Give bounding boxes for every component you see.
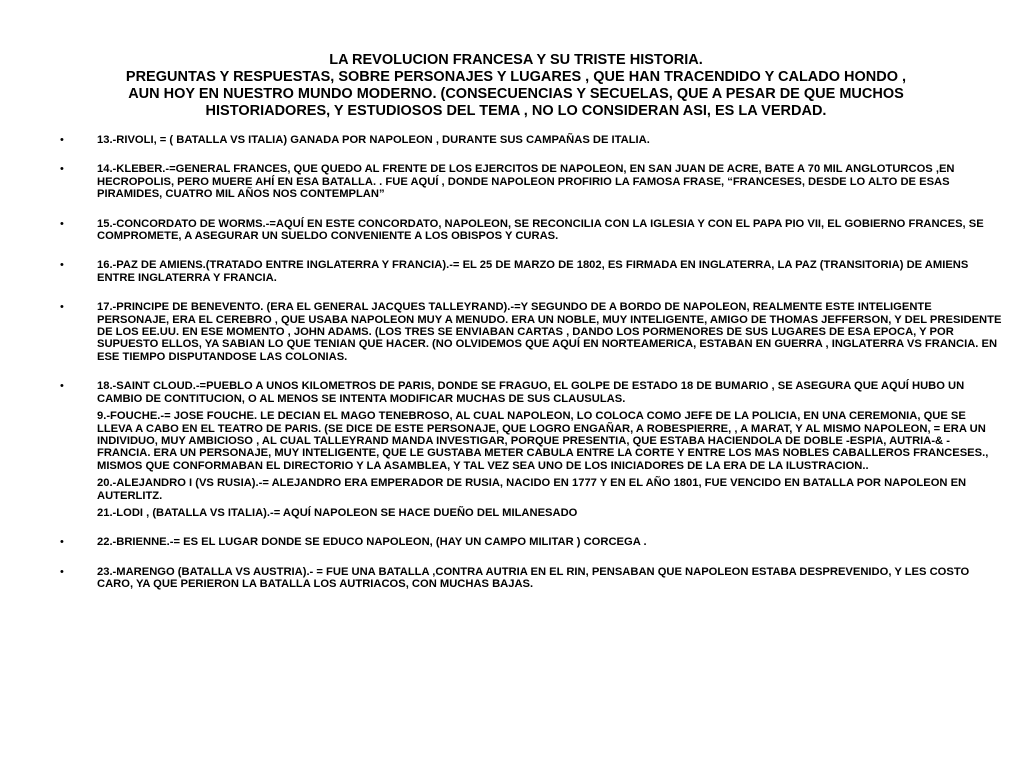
item-text: 9.-FOUCHE.-= JOSE FOUCHE. LE DECIAN EL MAGO TENEBROSO, AL CUAL NAPOLEON, LO COLOCA COMO JEFE DE LA POLICIA, EN UNA CEREMONIA, QUE SE LLEVA A CABO EN EL TEATRO DE PARIS. (SE DICE DE ESTE PERSONAJE, QUE LOGRO ENGAÑAR, A ROBESPIERRE, , A MARAT, Y AL MISMO NAPOLEON, = ERA UN INDIVIDUO, MUY AMBICIOSO , AL CUAL TALLEYRAND MANDA INVESTIGAR, PORQUE PRESENTIA, QUE ESTABA HACIENDOLA DE DOBLE -ESPIA, AUTRIA-& -FRANCIA. ERA UN PERSONAJE, MUY INTELIGENTE, QUE LE GUSTABA METER CABULA ENTRE LA CORTE Y ENTRE LOS MAS NOBLES CABALLEROS FRANCESES., MISMOS QUE CONFORMABAN EL DIRECTORIO Y LA ASAMBLEA, Y TAL VEZ SEA UNO DE LOS INICIADORES DE LA ERA DE LA ILUSTRACION..: [97, 410, 989, 472]
item-text: 22.-BRIENNE.-= ES EL LUGAR DONDE SE EDUCO NAPOLEON, (HAY UN CAMPO MILITAR ) CORCEGA .: [97, 536, 647, 549]
item-text: 21.-LODI , (BATALLA VS ITALIA).-= AQUÍ NAPOLEON SE HACE DUEÑO DEL MILANESADO: [97, 506, 578, 519]
slide-title: [60, 52, 1002, 120]
item-text: 16.-PAZ DE AMIENS.(TRATADO ENTRE INGLATERRA Y FRANCIA).-= EL 25 DE MARZO DE 1802, ES FIRMADA EN INGLATERRA, LA PAZ (TRANSITORIA) DE AMIENS ENTRE INGLATERRA Y FRANCIA.: [97, 259, 969, 284]
item-text: 18.-SAINT CLOUD.-=PUEBLO A UNOS KILOMETROS DE PARIS, DONDE SE FRAGUO, EL GOLPE DE ESTADO 18 DE BUMARIO , SE ASEGURA QUE AQUÍ HUBO UN CAMBIO DE CONTITUCION, O AL MENOS SE INTENTA MODIFICAR MUCHAS DE SUS CLAUSULAS.: [97, 380, 965, 405]
title-line-2: PREGUNTAS Y RESPUESTAS, SOBRE PERSONAJES Y LUGARES , QUE HAN TRACENDIDO Y CALADO HONDO ,: [125, 69, 907, 85]
list-item-15: [60, 218, 1002, 243]
title-line-1: LA REVOLUCION FRANCESA Y SU TRISTE HISTORIA.: [329, 52, 703, 68]
item-text: 17.-PRINCIPE DE BENEVENTO. (ERA EL GENERAL JACQUES TALLEYRAND).-=Y SEGUNDO DE A BORDO DE NAPOLEON, REALMENTE ESTE INTELIGENTE PERSONAJE, ERA EL CEREBRO , QUE USABA NAPOLEON MUY A MENUDO. ERA UN NOBLE, MUY INTELIGENTE, AMIGO DE THOMAS JEFFERSON, Y DEL PRESIDENTE DE LOS EE.UU. EN ESE MOMENTO , JOHN ADAMS. (LOS TRES SE ENVIABAN CARTAS , DANDO LOS PORMENORES DE SUS LUGARES DE ESA EPOCA, Y POR SUPUESTO ELLOS, YA SABIAN LO QUE TENIAN QUE HACER. (NO OLVIDEMOS QUE AQUÍ EN NORTEAMERICA, ESTABAN EN GUERRA , INGLATERRA VS FRANCIA. EN ESE TIEMPO DISPUTANDOSE LAS COLONIAS.: [97, 301, 1002, 363]
bullet-icon: •: [60, 259, 64, 272]
list-item-13: [60, 134, 1002, 146]
bullet-icon: •: [60, 134, 64, 146]
bullet-icon: •: [60, 217, 64, 230]
list-item-14: [60, 163, 1002, 200]
item-text: 23.-MARENGO (BATALLA VS AUSTRIA).- = FUE UNA BATALLA ,CONTRA AUTRIA EN EL RIN, PENSABAN QUE NAPOLEON ESTABA DESPREVENIDO, Y LES COSTO CARO, YA QUE PERIERON LA BATALLA LOS AUTRIACOS, CON MUCHAS BAJAS.: [97, 565, 970, 591]
bullet-icon: •: [60, 163, 64, 176]
bullet-icon: •: [60, 380, 64, 393]
list-item-23: [60, 566, 1002, 591]
item-text: 13.-RIVOLI, = ( BATALLA VS ITALIA) GANADA POR NAPOLEON , DURANTE SUS CAMPAÑAS DE ITALIA.: [97, 134, 650, 146]
bullet-icon: •: [60, 536, 64, 549]
list-item-17: [60, 301, 1002, 363]
title-line-4: HISTORIADORES, Y ESTUDIOSOS DEL TEMA , NO LO CONSIDERAN ASI, ES LA VERDAD.: [205, 103, 827, 119]
list-item-22: [60, 536, 1002, 548]
item-text: 15.-CONCORDATO DE WORMS.-=AQUÍ EN ESTE CONCORDATO, NAPOLEON, SE RECONCILIA CON LA IGLESIA Y CON EL PAPA PIO VII, EL GOBIERNO FRANCES, SE COMPROMETE, A ASEGURAR UN SUELDO CONVENIENTE A LOS OBISPOS Y CURAS.: [97, 217, 984, 243]
item-text: 20.-ALEJANDRO I (VS RUSIA).-= ALEJANDRO ERA EMPERADOR DE RUSIA, NACIDO EN 1777 Y EN EL AÑO 1801, FUE VENCIDO EN BATALLA POR NAPOLEON EN AUTERLITZ.: [97, 477, 967, 502]
list-item-18: [60, 380, 1002, 519]
list-item-16: [60, 259, 1002, 284]
item-text: 14.-KLEBER.-=GENERAL FRANCES, QUE QUEDO AL FRENTE DE LOS EJERCITOS DE NAPOLEON, EN SAN JUAN DE ACRE, BATE A 70 MIL ANGLOTURCOS ,EN HECROPOLIS, PERO MUERE AHÍ EN ESA BATALLA. . FUE AQUÍ , DONDE NAPOLEON PROFIRIO LA FAMOSA FRASE, “FRANCESES, DESDE LO ALTO DE ESAS PIRAMIDES, CUATRO MIL AÑOS NOS CONTEMPLAN”: [97, 163, 955, 201]
bullet-icon: •: [60, 301, 64, 314]
bullet-list: [60, 134, 1002, 591]
title-line-3: AUN HOY EN NUESTRO MUNDO MODERNO. (CONSECUENCIAS Y SECUELAS, QUE A PESAR DE QUE MUCHOS: [128, 86, 904, 102]
bullet-icon: •: [60, 565, 64, 578]
